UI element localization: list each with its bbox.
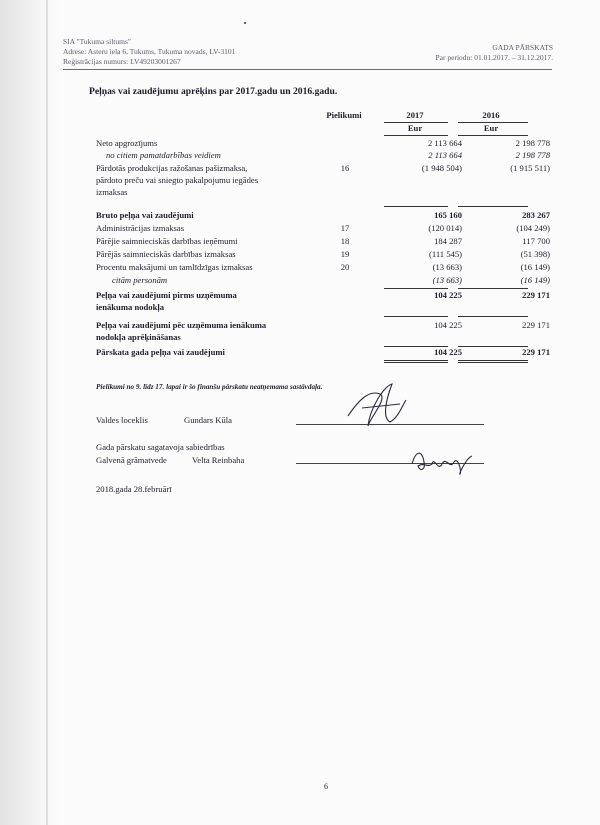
row-label: Peļņa vai zaudējumi pirms uzņēmuma [96,290,237,300]
board-member-name: Gundars Kūla [184,415,232,425]
value-2016: (16 149) [520,275,550,285]
year1-unit-rule [384,135,448,136]
year2-header-rule [458,122,528,123]
preparer-name: Velta Reinbaha [192,455,245,465]
report-period: Par periodu: 01.01.2017. – 31.12.2017. [435,53,553,62]
value-2016: 229 171 [522,347,550,357]
value-2016: (1 915 511) [510,163,550,173]
value-2016: 283 267 [522,210,550,220]
year1-header-rule [384,122,448,123]
value-2016: 117 700 [522,236,550,246]
year2-column-header: 2016 [482,110,500,120]
company-name: SIA "Tukuma siltums" [63,37,131,46]
value-2016: 2 198 778 [515,138,550,148]
value-2016: 229 171 [522,290,550,300]
row-label: Pārējās saimnieciskās darbības izmaksas [96,249,236,259]
value-2016: (16 149) [520,262,550,272]
note-ref: 17 [340,223,350,233]
value-2017: 2 113 664 [427,138,462,148]
row-label-line2: pārdoto preču vai sniegto pakalpojumu iegādes [96,175,259,185]
double-rule-2016-a [458,360,528,361]
value-2016: 2 198 778 [515,150,550,160]
row-label: citām personām [112,275,168,285]
statement-title: Peļņas vai zaudējumu aprēķins par 2017.gadu un 2016.gadu. [89,86,338,97]
scan-speck [244,22,246,24]
row-label: no citiem pamatdarbības veidiem [106,150,221,160]
row-label: Peļņa vai zaudējumi pēc uzņēmuma ienākuma [96,320,267,330]
note-ref: 20 [340,262,350,272]
value-2016: (51 398) [520,249,550,259]
preparer-line1: Gada pārskatu sagatavoja sabiedrības [96,442,225,452]
value-2017: (13 663) [432,275,462,285]
subtotal-rule-2017 [384,316,448,317]
signing-date: 2018.gada 28.februārī [96,484,172,494]
note-ref: 16 [340,163,350,173]
subtotal-rule-2016 [458,288,528,289]
scan-shadow [0,0,60,825]
row-label: Pārskata gada peļņa vai zaudējumi [96,347,225,357]
notes-column-header: Pielikumi [326,110,362,120]
row-label: Neto apgrozījums [96,138,158,148]
appendix-footnote: Pielikumi no 9. līdz 17. lapai ir šo finanšu pārskatu neatņemama sastāvdaļa. [96,383,323,391]
year2-unit-rule [458,135,528,136]
scan-edge [46,0,48,825]
value-2017: (1 948 504) [421,163,462,173]
preparer-role: Galvenā grāmatvede [96,455,167,465]
row-cost-of-sales [96,163,550,199]
value-2017: (111 545) [428,249,462,259]
report-title: GADA PĀRSKATS [492,43,553,52]
year2-unit: Eur [483,123,499,133]
page-number: 6 [324,782,328,791]
note-ref: 18 [340,236,350,246]
value-2017: 165 160 [434,210,462,220]
value-2017: 104 225 [434,347,462,357]
subtotal-rule-2017 [384,206,448,207]
value-2017: (13 663) [432,262,462,272]
value-2017: 104 225 [434,290,462,300]
company-address: Adrese: Asteru iela 6, Tukums, Tukuma novads, LV-3101 [63,47,236,56]
row-label-line2: nodokļa aprēķināšanas [96,332,181,342]
year1-column-header: 2017 [406,110,424,120]
subtotal-rule-2017 [384,288,448,289]
row-profit-before-tax [96,290,550,314]
row-label-line2: ienākuma nodokļa [96,302,165,312]
row-label: Administrācijas izmaksas [96,223,185,233]
value-2016: (104 249) [516,223,550,233]
row-label: Pārējie saimnieciskās darbības ieņēmumi [96,236,238,246]
board-signature [340,378,420,434]
subtotal-rule-2016 [458,316,528,317]
company-reg-number: Reģistrācijas numurs: LV49203001267 [63,57,181,66]
value-2017: 2 113 664 [428,150,462,160]
row-label: Procentu maksājumi un tamlīdzīgas izmaksas [96,262,253,272]
board-member-role: Valdes loceklis [96,415,148,425]
row-label: Bruto peļņa vai zaudējumi [96,210,194,220]
preparer-signature [406,442,486,478]
year1-unit: Eur [407,123,423,133]
value-2017: (120 014) [428,223,462,233]
double-rule-2017-a [384,360,448,361]
value-2016: 229 171 [522,320,550,330]
double-rule-2017-b [384,362,448,363]
note-ref: 19 [340,249,350,259]
double-rule-2016-b [458,362,528,363]
row-label: Pārdotās produkcijas ražošanas pašizmaksa, [96,163,248,173]
row-label-line3: izmaksas [96,187,128,197]
value-2017: 104 225 [434,320,462,330]
header-divider [63,69,552,70]
value-2017: 184 287 [434,236,462,246]
subtotal-rule-2016 [458,206,528,207]
row-profit-after-tax [96,320,550,344]
